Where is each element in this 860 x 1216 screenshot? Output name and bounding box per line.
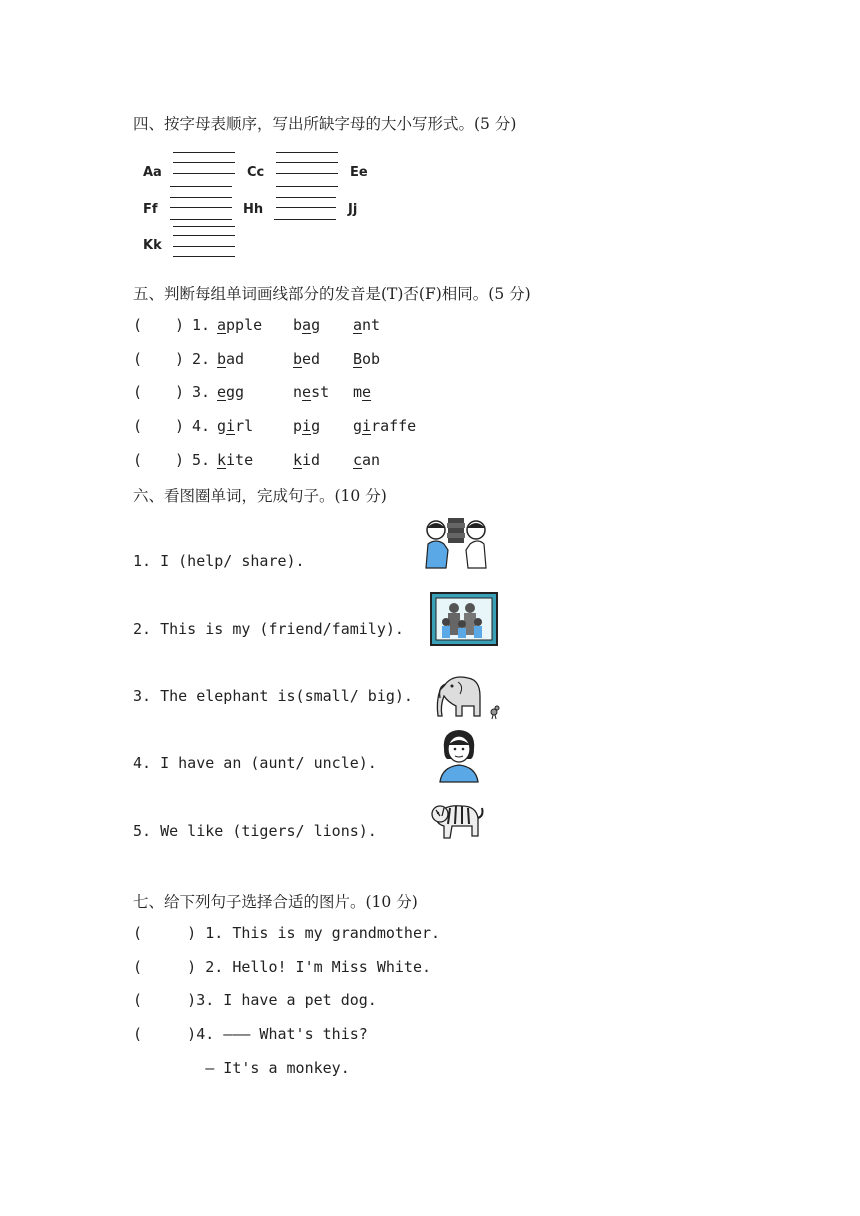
match-sentence-1: ( ) 1. This is my grandmother. (133, 924, 441, 942)
woman-portrait-picture (438, 727, 480, 783)
two-kids-carrying-books-picture (420, 516, 492, 570)
word-2: bag (293, 316, 321, 334)
writing-line (173, 152, 235, 153)
writing-line (170, 219, 232, 220)
writing-line (173, 173, 235, 174)
underlined-letter: e (362, 383, 372, 401)
sentence-3: 3. The elephant is(small/ big). (133, 687, 413, 705)
writing-line (276, 173, 338, 174)
question-number: 3. (192, 383, 211, 401)
writing-line (170, 197, 232, 198)
word-1: kite (217, 451, 254, 469)
answer-bracket-close: ) (175, 316, 185, 334)
section-5-heading: 五、判断每组单词画线部分的发音是(T)否(F)相同。(5 分) (133, 285, 531, 303)
question-number: 1. (192, 316, 211, 334)
section-4-heading: 四、按字母表顺序，写出所缺字母的大小写形式。(5 分) (133, 115, 517, 133)
underlined-letter: i (362, 417, 372, 435)
writing-line (170, 207, 232, 208)
answer-bracket-open: ( (133, 350, 143, 368)
answer-bracket-close: ) (175, 451, 185, 469)
letter-cc: Cc (247, 165, 265, 180)
writing-line (173, 226, 235, 227)
writing-line (173, 246, 235, 247)
answer-bracket-close: ) (175, 383, 185, 401)
word-3: can (353, 451, 381, 469)
underlined-letter: k (293, 451, 303, 469)
word-2: pig (293, 417, 321, 435)
answer-bracket-close: ) (175, 350, 185, 368)
sentence-5: 5. We like (tigers/ lions). (133, 822, 377, 840)
answer-bracket-open: ( (133, 451, 143, 469)
writing-line (173, 256, 235, 257)
letter-aa: Aa (143, 165, 162, 180)
letter-ee: Ee (350, 165, 368, 180)
writing-line (276, 207, 336, 208)
word-2: nest (293, 383, 330, 401)
underlined-letter: a (353, 316, 363, 334)
word-1: egg (217, 383, 245, 401)
word-1: apple (217, 316, 263, 334)
underlined-letter: e (302, 383, 312, 401)
underlined-letter: b (217, 350, 227, 368)
section-6-heading: 六、看图圈单词，完成句子。(10 分) (133, 487, 387, 505)
family-photo-picture (430, 592, 498, 646)
writing-line (274, 219, 336, 220)
underlined-letter: a (217, 316, 227, 334)
letter-hh: Hh (243, 202, 264, 217)
underlined-letter: a (302, 316, 312, 334)
answer-bracket-open: ( (133, 316, 143, 334)
underlined-letter: i (302, 417, 312, 435)
word-3: Bob (353, 350, 381, 368)
writing-line (276, 152, 338, 153)
writing-line (276, 186, 338, 187)
word-3: giraffe (353, 417, 417, 435)
match-sentence-4-answer: — It's a monkey. (133, 1059, 350, 1077)
writing-line (276, 162, 338, 163)
underlined-letter: b (293, 350, 303, 368)
match-sentence-4: ( )4. ——— What's this? (133, 1025, 368, 1043)
word-1: girl (217, 417, 254, 435)
sentence-4: 4. I have an (aunt/ uncle). (133, 754, 377, 772)
underlined-letter: i (226, 417, 236, 435)
letter-kk: Kk (143, 238, 162, 253)
answer-bracket-open: ( (133, 383, 143, 401)
section-7-heading: 七、给下列句子选择合适的图片。(10 分) (133, 893, 418, 911)
letter-ff: Ff (143, 202, 158, 217)
letter-jj: Jj (348, 202, 358, 217)
sentence-2: 2. This is my (friend/family). (133, 620, 404, 638)
word-1: bad (217, 350, 245, 368)
writing-line (170, 186, 232, 187)
answer-bracket-close: ) (175, 417, 185, 435)
underlined-letter: c (353, 451, 363, 469)
writing-line (173, 235, 235, 236)
underlined-letter: B (353, 350, 363, 368)
match-sentence-3: ( )3. I have a pet dog. (133, 991, 377, 1009)
word-2: kid (293, 451, 321, 469)
writing-line (173, 162, 235, 163)
underlined-letter: e (217, 383, 227, 401)
sentence-1: 1. I (help/ share). (133, 552, 305, 570)
answer-bracket-open: ( (133, 417, 143, 435)
question-number: 2. (192, 350, 211, 368)
tiger-picture (426, 796, 484, 844)
word-2: bed (293, 350, 321, 368)
writing-line (276, 197, 336, 198)
question-number: 5. (192, 451, 211, 469)
elephant-and-bird-picture (432, 672, 504, 724)
word-3: ant (353, 316, 381, 334)
match-sentence-2: ( ) 2. Hello! I'm Miss White. (133, 958, 432, 976)
underlined-letter: k (217, 451, 227, 469)
question-number: 4. (192, 417, 211, 435)
word-3: me (353, 383, 372, 401)
